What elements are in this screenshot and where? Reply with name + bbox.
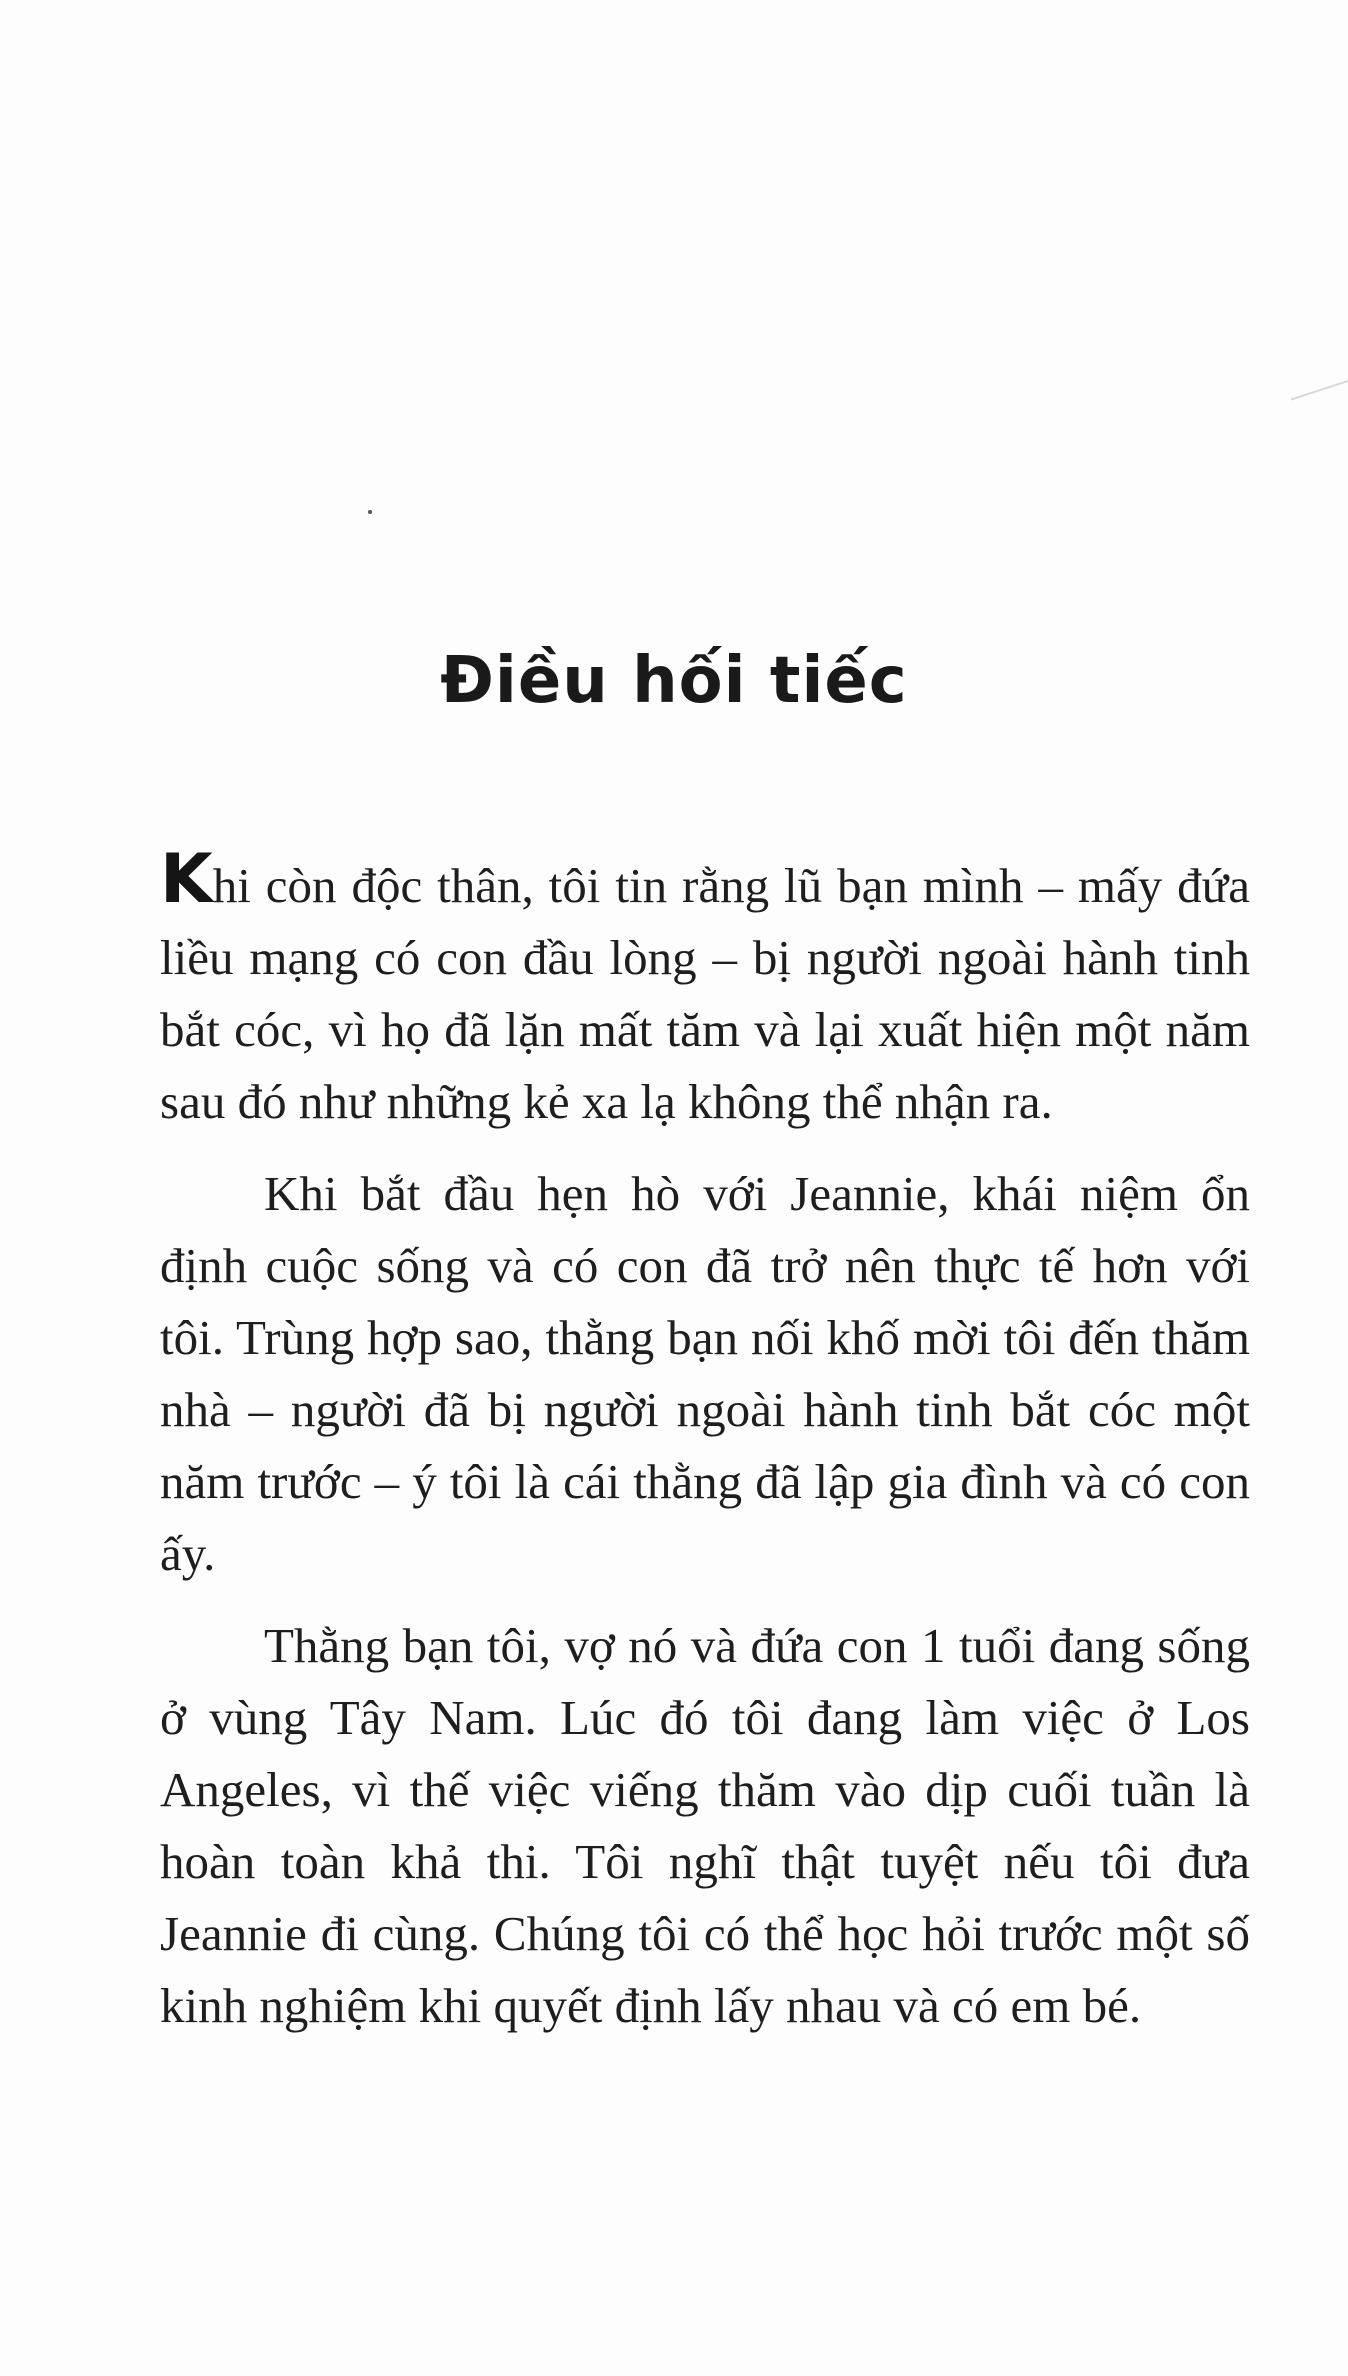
paragraph-3: Thằng bạn tôi, vợ nó và đứa con 1 tuổi đang sống ở vùng Tây Nam. Lúc đó tôi đang làm việc ở Los Angeles, vì thế việc viếng thăm vào dịp cuối tuần là hoàn toàn khả thi. Tôi nghĩ thật tuyệt nếu tôi đưa Jeannie đi cùng. Chúng tôi có thể học hỏi trước một số kinh nghiệm khi quyết định lấy nhau và có em bé. xyxy=(160,1618,1250,2033)
paragraph-1 xyxy=(160,840,1250,1138)
chapter-title: Điều hối tiếc xyxy=(440,643,908,718)
page-edge-mark xyxy=(1291,380,1348,400)
chapter-body xyxy=(160,840,1250,2062)
print-speck xyxy=(368,510,372,514)
paragraph-1-text: hi còn độc thân, tôi tin rằng lũ bạn mình – mấy đứa liều mạng có con đầu lòng – bị người ngoài hành tinh bắt cóc, vì họ đã lặn mất tăm và lại xuất hiện một năm sau đó như những kẻ xa lạ không thể nhận ra. xyxy=(160,858,1250,1129)
paragraph-2: Khi bắt đầu hẹn hò với Jeannie, khái niệm ổn định cuộc sống và có con đã trở nên thực tế hơn với tôi. Trùng hợp sao, thằng bạn nối khố mời tôi đến thăm nhà – người đã bị người ngoài hành tinh bắt cóc một năm trước – ý tôi là cái thằng đã lập gia đình và có con ấy. xyxy=(160,1166,1250,1581)
drop-cap: K xyxy=(160,840,213,919)
